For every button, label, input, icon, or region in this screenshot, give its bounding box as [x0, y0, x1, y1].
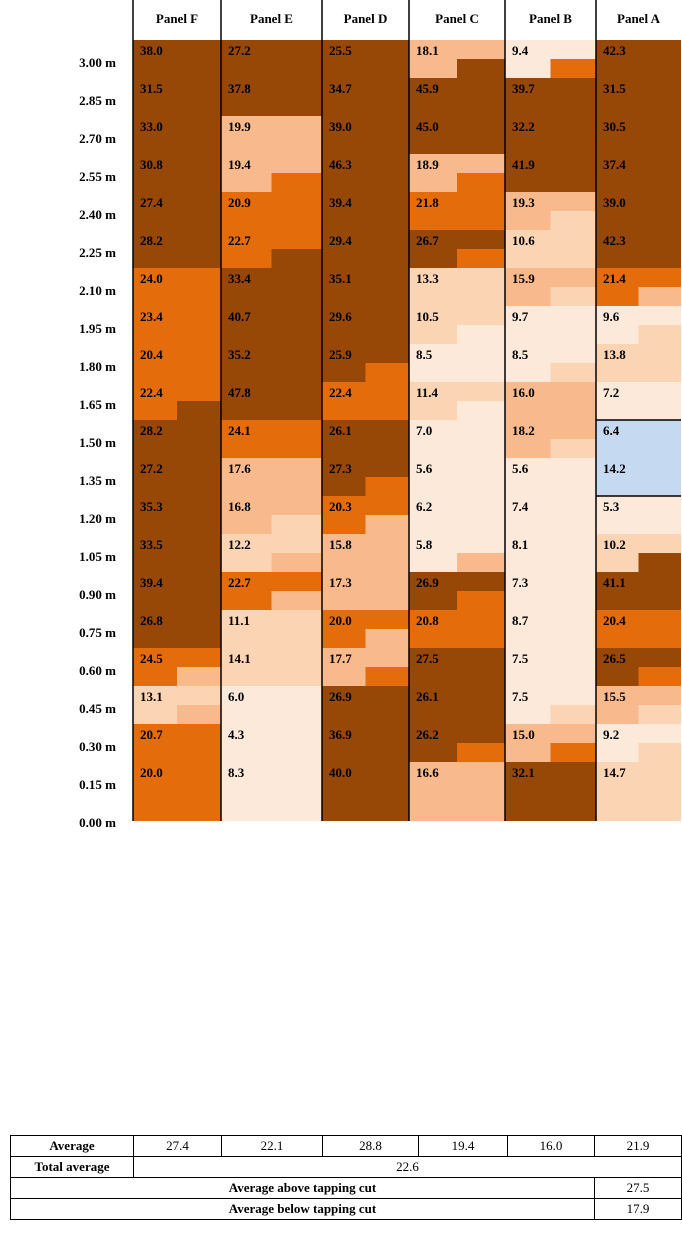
cell-blend [272, 667, 323, 686]
value-label: 26.8 [140, 613, 163, 628]
cell-blend [177, 211, 221, 230]
cell-blend [639, 553, 682, 572]
value-label: 26.9 [329, 689, 352, 704]
cell-blend [366, 591, 410, 610]
cell-blend [177, 515, 221, 534]
value-label: 42.3 [603, 233, 626, 248]
summary-table [10, 1135, 682, 1220]
cell-blend [457, 667, 505, 686]
cell-blend [177, 59, 221, 78]
cell-blend [457, 591, 505, 610]
value-label: 6.4 [603, 423, 620, 438]
value-label: 26.1 [329, 423, 352, 438]
cell-blend [457, 401, 505, 420]
cell-blend [272, 439, 323, 458]
cell-blend [366, 97, 410, 116]
cell-blend [272, 743, 323, 762]
value-label: 39.4 [329, 195, 352, 210]
height-label: 1.20 m [79, 511, 116, 526]
cell-bottom [409, 800, 505, 821]
cell-blend [551, 325, 597, 344]
cell-blend [366, 553, 410, 572]
value-label: 9.7 [512, 309, 529, 324]
cell-blend [366, 743, 410, 762]
average-label: Average [11, 1136, 134, 1157]
value-label: 9.6 [603, 309, 620, 324]
cell-blend [639, 211, 682, 230]
cell-blend [639, 173, 682, 192]
cell-bottom [221, 800, 322, 821]
cell-blend [551, 781, 597, 800]
height-label: 2.85 m [79, 93, 116, 108]
value-label: 27.4 [140, 195, 163, 210]
height-label: 0.15 m [79, 777, 116, 792]
cell-blend [551, 515, 597, 534]
height-label: 1.80 m [79, 359, 116, 374]
cell-blend [366, 439, 410, 458]
value-label: 21.8 [416, 195, 439, 210]
value-label: 23.4 [140, 309, 163, 324]
cell-blend [457, 325, 505, 344]
value-label: 39.0 [603, 195, 626, 210]
value-label: 26.1 [416, 689, 439, 704]
cell-blend [639, 591, 682, 610]
value-label: 39.0 [329, 119, 352, 134]
value-label: 25.9 [329, 347, 352, 362]
cell-blend [272, 515, 323, 534]
cell-blend [457, 211, 505, 230]
value-label: 14.7 [603, 765, 626, 780]
cell-blend [366, 515, 410, 534]
value-label: 6.2 [416, 499, 433, 514]
cell-bottom [322, 800, 409, 821]
value-label: 33.0 [140, 119, 163, 134]
cell-blend [457, 515, 505, 534]
value-label: 32.2 [512, 119, 535, 134]
value-label: 24.0 [140, 271, 163, 286]
cell-blend [272, 705, 323, 724]
height-label: 0.30 m [79, 739, 116, 754]
value-label: 40.0 [329, 765, 352, 780]
value-label: 36.9 [329, 727, 352, 742]
height-label: 2.55 m [79, 169, 116, 184]
value-label: 8.7 [512, 613, 529, 628]
below-cut-value: 17.9 [595, 1199, 682, 1220]
total-average-row [11, 1157, 682, 1178]
cell-blend [457, 97, 505, 116]
total-average-value: 22.6 [134, 1157, 682, 1178]
cell-blend [272, 781, 323, 800]
value-label: 33.5 [140, 537, 163, 552]
below-cut-row [11, 1199, 682, 1220]
cell-bottom [505, 800, 596, 821]
cell-blend [366, 173, 410, 192]
cell-blend [366, 211, 410, 230]
cell-blend [551, 743, 597, 762]
cell-blend [551, 439, 597, 458]
cell-blend [272, 211, 323, 230]
value-label: 17.6 [228, 461, 251, 476]
value-label: 17.7 [329, 651, 352, 666]
heatmap-cells [133, 40, 681, 821]
cell-blend [177, 781, 221, 800]
value-label: 26.2 [416, 727, 439, 742]
value-label: 46.3 [329, 157, 352, 172]
cell-blend [177, 439, 221, 458]
value-label: 10.6 [512, 233, 535, 248]
cell-blend [551, 173, 597, 192]
value-label: 20.9 [228, 195, 251, 210]
cell-blend [272, 477, 323, 496]
cell-blend [639, 667, 682, 686]
above-cut-row [11, 1178, 682, 1199]
cell-blend [366, 781, 410, 800]
value-label: 25.5 [329, 43, 352, 58]
height-labels [79, 55, 116, 830]
value-label: 18.2 [512, 423, 535, 438]
value-label: 28.2 [140, 233, 163, 248]
value-label: 7.5 [512, 689, 529, 704]
cell-blend [551, 477, 597, 496]
value-label: 9.2 [603, 727, 620, 742]
value-label: 37.8 [228, 81, 251, 96]
cell-blend [457, 705, 505, 724]
cell-blend [272, 135, 323, 154]
cell-blend [272, 173, 323, 192]
value-label: 16.0 [512, 385, 535, 400]
cell-blend [177, 325, 221, 344]
cell-blend [272, 59, 323, 78]
cell-blend [639, 135, 682, 154]
cell-blend [457, 363, 505, 382]
value-label: 14.1 [228, 651, 251, 666]
value-label: 29.6 [329, 309, 352, 324]
value-label: 40.7 [228, 309, 251, 324]
height-label: 0.60 m [79, 663, 116, 678]
cell-blend [366, 363, 410, 382]
column-header: Panel C [435, 11, 479, 26]
height-label: 1.05 m [79, 549, 116, 564]
cell-blend [272, 97, 323, 116]
value-label: 4.3 [228, 727, 245, 742]
cell-blend [639, 515, 682, 534]
value-label: 18.9 [416, 157, 439, 172]
value-label: 15.5 [603, 689, 626, 704]
cell-blend [551, 629, 597, 648]
cell-blend [551, 249, 597, 268]
value-label: 37.4 [603, 157, 626, 172]
cell-blend [457, 59, 505, 78]
cell-blend [639, 363, 682, 382]
cell-blend [177, 591, 221, 610]
value-label: 27.2 [140, 461, 163, 476]
average-panel-e: 22.1 [222, 1136, 323, 1157]
value-label: 27.5 [416, 651, 439, 666]
value-label: 31.5 [140, 81, 163, 96]
value-label: 47.8 [228, 385, 251, 400]
value-label: 32.1 [512, 765, 535, 780]
value-label: 22.7 [228, 233, 251, 248]
value-label: 35.2 [228, 347, 251, 362]
value-label: 41.9 [512, 157, 535, 172]
value-label: 22.4 [329, 385, 352, 400]
value-label: 33.4 [228, 271, 251, 286]
height-label: 1.65 m [79, 397, 116, 412]
cell-blend [551, 591, 597, 610]
value-label: 8.3 [228, 765, 245, 780]
value-label: 20.0 [329, 613, 352, 628]
value-label: 22.4 [140, 385, 163, 400]
cell-blend [639, 287, 682, 306]
value-label: 22.7 [228, 575, 251, 590]
cell-blend [272, 553, 323, 572]
value-label: 13.1 [140, 689, 163, 704]
value-label: 39.7 [512, 81, 535, 96]
cell-blend [177, 173, 221, 192]
value-label: 16.8 [228, 499, 251, 514]
cell-blend [366, 667, 410, 686]
cell-blend [551, 553, 597, 572]
value-label: 38.0 [140, 43, 163, 58]
cell-blend [366, 135, 410, 154]
value-label: 30.5 [603, 119, 626, 134]
cell-blend [551, 667, 597, 686]
value-label: 7.4 [512, 499, 529, 514]
value-label: 27.3 [329, 461, 352, 476]
value-label: 26.7 [416, 233, 439, 248]
cell-blend [272, 249, 323, 268]
value-label: 20.4 [603, 613, 626, 628]
value-label: 20.4 [140, 347, 163, 362]
cell-blend [639, 97, 682, 116]
cell-blend [551, 211, 597, 230]
cell-blend [177, 97, 221, 116]
value-label: 11.4 [416, 385, 439, 400]
value-label: 6.0 [228, 689, 245, 704]
cell-blend [272, 591, 323, 610]
cell-blend [272, 629, 323, 648]
value-label: 31.5 [603, 81, 626, 96]
cell-blend [177, 705, 221, 724]
cell-blend [457, 439, 505, 458]
value-label: 19.3 [512, 195, 535, 210]
cell-blend [366, 629, 410, 648]
cell-bottom [133, 800, 221, 821]
cell-blend [457, 249, 505, 268]
cell-blend [639, 325, 682, 344]
value-label: 42.3 [603, 43, 626, 58]
value-label: 45.9 [416, 81, 439, 96]
cell-blend [457, 135, 505, 154]
cell-blend [457, 477, 505, 496]
cell-bottom [596, 800, 681, 821]
value-label: 30.8 [140, 157, 163, 172]
height-label: 0.75 m [79, 625, 116, 640]
column-header: Panel F [155, 11, 199, 26]
cell-blend [551, 59, 597, 78]
cell-blend [366, 59, 410, 78]
height-label: 3.00 m [79, 55, 116, 70]
cell-blend [457, 781, 505, 800]
value-label: 45.0 [416, 119, 439, 134]
total-average-label: Total average [11, 1157, 134, 1178]
cell-blend [177, 553, 221, 572]
cell-blend [272, 325, 323, 344]
column-headers [156, 11, 661, 26]
value-label: 8.5 [512, 347, 529, 362]
value-label: 13.3 [416, 271, 439, 286]
column-header: Panel D [343, 11, 388, 26]
value-label: 35.1 [329, 271, 352, 286]
value-label: 15.0 [512, 727, 535, 742]
cell-blend [272, 287, 323, 306]
value-label: 16.6 [416, 765, 439, 780]
value-label: 41.1 [603, 575, 626, 590]
average-panel-b: 16.0 [508, 1136, 595, 1157]
height-label: 1.50 m [79, 435, 116, 450]
cell-blend [177, 249, 221, 268]
cell-blend [177, 363, 221, 382]
value-label: 34.7 [329, 81, 352, 96]
cell-blend [272, 401, 323, 420]
height-label: 1.35 m [79, 473, 116, 488]
height-label: 2.10 m [79, 283, 116, 298]
column-header: Panel A [617, 11, 660, 26]
cell-blend [639, 781, 682, 800]
cell-blend [177, 287, 221, 306]
value-label: 11.1 [228, 613, 251, 628]
average-panel-c: 19.4 [419, 1136, 508, 1157]
value-label: 20.0 [140, 765, 163, 780]
height-label: 1.95 m [79, 321, 116, 336]
height-label: 2.40 m [79, 207, 116, 222]
cell-blend [457, 553, 505, 572]
value-label: 28.2 [140, 423, 163, 438]
cell-blend [177, 401, 221, 420]
average-row [11, 1136, 682, 1157]
cell-blend [177, 667, 221, 686]
above-cut-label: Average above tapping cut [11, 1178, 595, 1199]
cell-blend [457, 743, 505, 762]
value-label: 5.6 [512, 461, 529, 476]
value-label: 7.5 [512, 651, 529, 666]
value-label: 24.5 [140, 651, 163, 666]
value-label: 27.2 [228, 43, 251, 58]
value-label: 8.5 [416, 347, 433, 362]
value-label: 10.5 [416, 309, 439, 324]
cell-blend [639, 249, 682, 268]
column-header: Panel B [529, 11, 572, 26]
cell-blend [272, 363, 323, 382]
value-label: 20.3 [329, 499, 352, 514]
cell-blend [639, 743, 682, 762]
cell-blend [366, 287, 410, 306]
cell-blend [366, 401, 410, 420]
value-label: 26.9 [416, 575, 439, 590]
cell-blend [177, 135, 221, 154]
value-label: 7.2 [603, 385, 620, 400]
cell-blend [457, 629, 505, 648]
cell-blend [551, 705, 597, 724]
value-label: 26.5 [603, 651, 626, 666]
cell-blend [639, 401, 682, 420]
height-label: 0.00 m [79, 815, 116, 830]
value-label: 5.8 [416, 537, 433, 552]
cell-blend [177, 477, 221, 496]
value-label: 9.4 [512, 43, 529, 58]
cell-blend [366, 477, 410, 496]
value-label: 8.1 [512, 537, 529, 552]
cell-blend [457, 287, 505, 306]
value-label: 14.2 [603, 461, 626, 476]
cell-blend [366, 705, 410, 724]
value-label: 35.3 [140, 499, 163, 514]
cell-blend [177, 743, 221, 762]
value-label: 10.2 [603, 537, 626, 552]
value-label: 12.2 [228, 537, 251, 552]
column-header: Panel E [250, 11, 293, 26]
value-label: 19.9 [228, 119, 251, 134]
cell-blend [639, 59, 682, 78]
cell-blend [366, 325, 410, 344]
average-panel-d: 28.8 [323, 1136, 419, 1157]
average-panel-a: 21.9 [595, 1136, 682, 1157]
cell-blend [551, 135, 597, 154]
cell-blend [366, 249, 410, 268]
value-label: 29.4 [329, 233, 352, 248]
cell-blend [639, 705, 682, 724]
value-label: 18.1 [416, 43, 439, 58]
value-label: 19.4 [228, 157, 251, 172]
value-label: 7.0 [416, 423, 433, 438]
above-cut-value: 27.5 [595, 1178, 682, 1199]
value-label: 15.9 [512, 271, 535, 286]
height-label: 0.90 m [79, 587, 116, 602]
value-label: 24.1 [228, 423, 251, 438]
value-label: 21.4 [603, 271, 626, 286]
cell-blend [551, 401, 597, 420]
cell-blend [457, 173, 505, 192]
average-panel-f: 27.4 [134, 1136, 222, 1157]
value-label: 39.4 [140, 575, 163, 590]
cell-blend [551, 287, 597, 306]
value-label: 5.6 [416, 461, 433, 476]
value-label: 7.3 [512, 575, 529, 590]
cell-blend [639, 629, 682, 648]
value-label: 5.3 [603, 499, 620, 514]
value-label: 13.8 [603, 347, 626, 362]
below-cut-label: Average below tapping cut [11, 1199, 595, 1220]
value-label: 20.8 [416, 613, 439, 628]
height-label: 2.70 m [79, 131, 116, 146]
value-label: 20.7 [140, 727, 163, 742]
height-label: 2.25 m [79, 245, 116, 260]
cell-blend [177, 629, 221, 648]
value-label: 17.3 [329, 575, 352, 590]
cell-blend [551, 97, 597, 116]
cell-blend [551, 363, 597, 382]
value-label: 15.8 [329, 537, 352, 552]
height-label: 0.45 m [79, 701, 116, 716]
